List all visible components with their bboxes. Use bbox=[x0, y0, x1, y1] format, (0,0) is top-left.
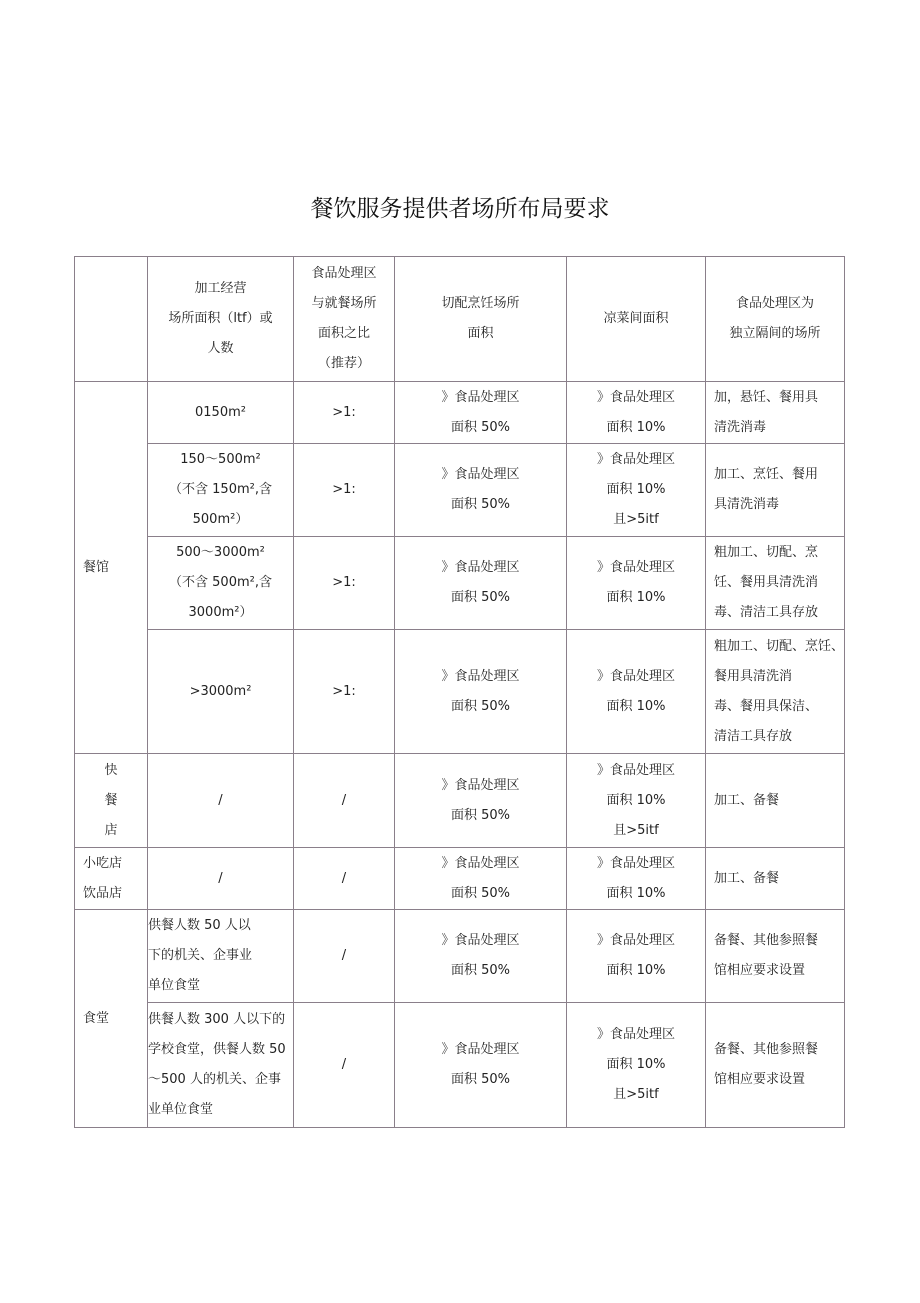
cell-line: 切配烹饪场所 bbox=[441, 296, 520, 311]
cell-line: 快 bbox=[104, 762, 118, 778]
cell-cut bbox=[394, 629, 567, 754]
cell-line: 单位食堂 bbox=[148, 978, 201, 993]
cell-line: 》食品处理区 bbox=[596, 933, 675, 948]
cell-line: >1: bbox=[332, 683, 356, 699]
cell-line: 面积 bbox=[467, 326, 494, 341]
cell-cut bbox=[394, 1002, 567, 1128]
cell-line: 面积 50% bbox=[450, 807, 511, 823]
cell-line: 面积 50% bbox=[450, 419, 511, 435]
header-blank bbox=[74, 256, 148, 382]
cell-line: 》食品处理区 bbox=[596, 855, 675, 871]
cell-line: 》食品处理区 bbox=[596, 668, 675, 684]
cell-line: 》食品处理区 bbox=[441, 467, 520, 482]
cell-line: 》食品处理区 bbox=[441, 560, 520, 575]
cell-line: 面积 10% bbox=[606, 590, 666, 605]
cell-cut bbox=[394, 443, 567, 537]
cell-cold bbox=[566, 629, 706, 754]
cell-cold bbox=[566, 1002, 706, 1128]
cell-line: 饮品店 bbox=[83, 885, 123, 901]
cell-cut bbox=[394, 909, 567, 1003]
header-cold-room bbox=[566, 256, 706, 382]
cell-line: 》食品处理区 bbox=[441, 389, 520, 405]
cell-line: 食品处理区为 bbox=[735, 296, 814, 311]
cell-line: 》食品处理区 bbox=[596, 560, 675, 575]
cell-line: 粗加工、切配、烹 bbox=[714, 545, 819, 560]
cell-line: 且>5itf bbox=[613, 512, 659, 527]
cell-line: 500m²） bbox=[192, 512, 249, 527]
category-shitang bbox=[74, 909, 148, 1128]
cell-rooms bbox=[705, 847, 845, 910]
cell-line: 面积 10% bbox=[606, 792, 666, 808]
cell-ratio bbox=[293, 536, 395, 630]
cell-cold bbox=[566, 443, 706, 537]
cell-line: 面积 50% bbox=[450, 885, 511, 901]
cell-line: （不含 150m²,含 bbox=[169, 482, 272, 497]
cell-line: 供餐人数 300 人以下的 bbox=[148, 1012, 286, 1027]
cell-line: >1: bbox=[332, 482, 356, 497]
header-rooms bbox=[705, 256, 845, 382]
cell-line: 》食品处理区 bbox=[596, 1027, 675, 1042]
cell-line: 食品处理区 bbox=[311, 266, 377, 281]
header-cut-area bbox=[394, 256, 567, 382]
cell-line: （不含 500m²,含 bbox=[169, 575, 272, 590]
cell-cut bbox=[394, 847, 567, 910]
cell-line: 清洗消毒 bbox=[714, 419, 767, 435]
cell-line: 加工、备餐 bbox=[714, 870, 780, 886]
cell-line: 且>5itf bbox=[613, 1087, 659, 1102]
cell-line: 餐用具清洗消 bbox=[714, 668, 793, 684]
cell-line: / bbox=[341, 792, 347, 808]
cell-line: 面积 10% bbox=[606, 698, 666, 714]
cell-cold bbox=[566, 909, 706, 1003]
cell-line: 餐馆 bbox=[83, 559, 110, 575]
cell-line: 面积 50% bbox=[450, 698, 511, 714]
cell-area bbox=[147, 753, 294, 848]
cell-rooms bbox=[705, 381, 845, 444]
cell-line: 毒、餐用具保洁、 bbox=[714, 698, 819, 714]
cell-ratio bbox=[293, 443, 395, 537]
cell-line: 且>5itf bbox=[613, 822, 659, 838]
cell-area bbox=[147, 443, 294, 537]
cell-area bbox=[147, 536, 294, 630]
cell-line: 》食品处理区 bbox=[596, 452, 675, 467]
cell-line: 面积 50% bbox=[450, 497, 511, 512]
cell-line: 人数 bbox=[207, 341, 234, 356]
cell-line: 面积 50% bbox=[450, 1072, 511, 1087]
cell-line: 面积 10% bbox=[606, 963, 666, 978]
cell-line: >1: bbox=[332, 575, 356, 590]
cell-rooms bbox=[705, 536, 845, 630]
cell-line: >1: bbox=[332, 404, 356, 420]
cell-line: 学校食堂，供餐人数 50 bbox=[148, 1042, 286, 1057]
cell-area bbox=[147, 847, 294, 910]
cell-ratio bbox=[293, 381, 395, 444]
cell-line: 》食品处理区 bbox=[441, 777, 520, 793]
cell-line: 》食品处理区 bbox=[441, 855, 520, 871]
cell-line: 面积之比 bbox=[317, 326, 370, 341]
cell-line: 面积 10% bbox=[606, 482, 666, 497]
cell-cut bbox=[394, 753, 567, 848]
cell-ratio bbox=[293, 847, 395, 910]
cell-rooms bbox=[705, 909, 845, 1003]
cell-line: 馆相应要求设置 bbox=[714, 963, 806, 978]
cell-line: 小吃店 bbox=[83, 855, 123, 871]
cell-line: 餐 bbox=[104, 792, 118, 808]
cell-line: 150～500m² bbox=[180, 452, 261, 467]
cell-line: 粗加工、切配、烹饪、 bbox=[714, 638, 845, 654]
cell-line: 加工、备餐 bbox=[714, 792, 780, 808]
cell-line: 面积 10% bbox=[606, 419, 666, 435]
cell-line: 面积 50% bbox=[450, 590, 511, 605]
cell-line: 500～3000m² bbox=[176, 545, 265, 560]
cell-line: / bbox=[341, 948, 347, 963]
cell-line: 》食品处理区 bbox=[441, 933, 520, 948]
cell-line: 备餐、其他参照餐 bbox=[714, 933, 819, 948]
cell-line: 加，悬饪、餐用具 bbox=[714, 389, 819, 405]
cell-line: 0150m² bbox=[195, 404, 246, 420]
cell-line: 下的机关、企事业 bbox=[148, 948, 253, 963]
document-title: 餐饮服务提供者场所布局要求 bbox=[310, 196, 610, 222]
category-xiaochi bbox=[74, 847, 148, 910]
cell-ratio bbox=[293, 909, 395, 1003]
category-kuaican bbox=[74, 753, 148, 848]
cell-line: 业单位食堂 bbox=[148, 1102, 214, 1117]
cell-line: 食堂 bbox=[83, 1010, 110, 1026]
cell-line: 面积 10% bbox=[606, 885, 666, 901]
cell-line: ～500 人的机关、企事 bbox=[148, 1072, 281, 1087]
cell-line: 》食品处理区 bbox=[441, 1042, 520, 1057]
cell-area bbox=[147, 1002, 294, 1128]
cell-line: 备餐、其他参照餐 bbox=[714, 1042, 819, 1057]
cell-cut bbox=[394, 536, 567, 630]
cell-line: 场所面积（ltf）或 bbox=[168, 311, 273, 326]
cell-cold bbox=[566, 536, 706, 630]
cell-line: 》食品处理区 bbox=[596, 762, 675, 778]
cell-line: / bbox=[341, 1057, 347, 1072]
cell-line: / bbox=[218, 792, 223, 808]
cell-rooms bbox=[705, 1002, 845, 1128]
cell-line: / bbox=[341, 870, 347, 886]
cell-line: 》食品处理区 bbox=[441, 668, 520, 684]
cell-ratio bbox=[293, 629, 395, 754]
cell-line: 饪、餐用具清洗消 bbox=[714, 575, 819, 590]
cell-line: 独立隔间的场所 bbox=[729, 326, 821, 341]
header-area bbox=[147, 256, 294, 382]
cell-line: 面积 50% bbox=[450, 963, 511, 978]
cell-line: 凉菜间面积 bbox=[603, 311, 669, 326]
cell-rooms bbox=[705, 629, 845, 754]
cell-ratio bbox=[293, 753, 395, 848]
cell-line: 3000m²） bbox=[188, 605, 253, 620]
cell-line: 供餐人数 50 人以 bbox=[148, 918, 251, 933]
cell-cold bbox=[566, 381, 706, 444]
cell-area bbox=[147, 381, 294, 444]
cell-line: 加工、烹饪、餐用 bbox=[714, 467, 819, 482]
cell-line: 加工经营 bbox=[194, 281, 247, 296]
cell-cold bbox=[566, 847, 706, 910]
cell-area bbox=[147, 909, 294, 1003]
cell-cut bbox=[394, 381, 567, 444]
cell-line: 店 bbox=[104, 822, 118, 838]
category-canguan bbox=[74, 381, 148, 754]
cell-line: 馆相应要求设置 bbox=[714, 1072, 806, 1087]
cell-line: 毒、清洁工具存放 bbox=[714, 605, 819, 620]
cell-line: 》食品处理区 bbox=[596, 389, 675, 405]
cell-rooms bbox=[705, 753, 845, 848]
cell-line: 具清洗消毒 bbox=[714, 497, 780, 512]
header-ratio bbox=[293, 256, 395, 382]
cell-line: 面积 10% bbox=[606, 1057, 666, 1072]
cell-line: 清洁工具存放 bbox=[714, 728, 793, 744]
cell-line: >3000m² bbox=[189, 683, 252, 699]
cell-area bbox=[147, 629, 294, 754]
cell-rooms bbox=[705, 443, 845, 537]
cell-ratio bbox=[293, 1002, 395, 1128]
cell-cold bbox=[566, 753, 706, 848]
cell-line: （推荐） bbox=[317, 356, 370, 371]
cell-line: / bbox=[218, 870, 223, 886]
cell-line: 与就餐场所 bbox=[311, 296, 377, 311]
